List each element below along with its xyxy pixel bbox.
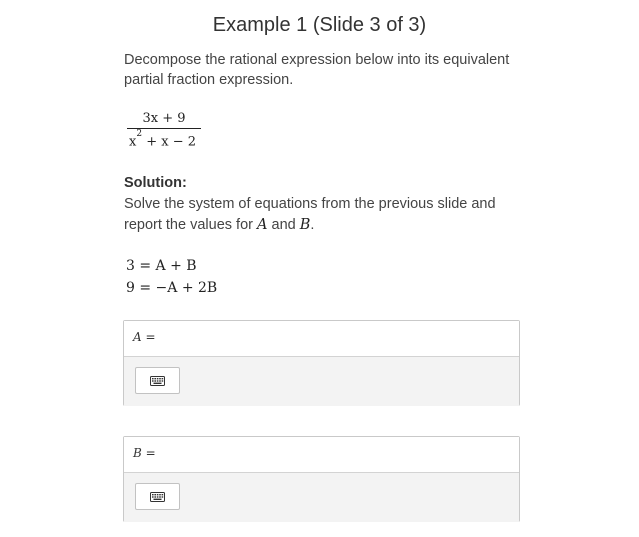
solution-heading: Solution: bbox=[124, 175, 187, 191]
answer-toolbar-a bbox=[124, 357, 519, 406]
answer-label-a: A = bbox=[133, 330, 156, 344]
variable-b: B bbox=[299, 217, 311, 233]
fraction-numerator: 3x + 9 bbox=[127, 111, 201, 129]
rational-expression bbox=[127, 111, 201, 149]
equation-2: 9 = −A + 2B bbox=[126, 280, 218, 296]
keyboard-icon bbox=[150, 376, 165, 386]
denominator-exponent: 2 bbox=[136, 129, 143, 139]
solution-text-after: . bbox=[310, 217, 315, 233]
answer-box-a bbox=[123, 320, 520, 406]
solution-text-before: Solve the system of equations from the previous slide and report the values for bbox=[124, 196, 496, 233]
intro-text: Decompose the rational expression below into its equivalent partial fraction expression. bbox=[124, 52, 510, 88]
page-title: Example 1 (Slide 3 of 3) bbox=[212, 14, 427, 36]
denominator-rest: + x − 2 bbox=[142, 134, 196, 150]
keyboard-button-b[interactable] bbox=[135, 483, 180, 510]
answer-toolbar-b bbox=[124, 473, 519, 522]
variable-a: A bbox=[257, 217, 268, 233]
fraction-denominator bbox=[127, 129, 201, 149]
solution-text bbox=[124, 194, 534, 236]
solution-text-and: and bbox=[267, 217, 300, 233]
answer-field-b[interactable] bbox=[124, 437, 519, 473]
denominator-base: x bbox=[129, 134, 137, 150]
keyboard-button-a[interactable] bbox=[135, 367, 180, 394]
answer-label-b: B = bbox=[133, 446, 156, 460]
keyboard-icon bbox=[150, 492, 165, 502]
equation-1: 3 = A + B bbox=[126, 258, 197, 274]
answer-box-b bbox=[123, 436, 520, 522]
answer-field-a[interactable] bbox=[124, 321, 519, 357]
